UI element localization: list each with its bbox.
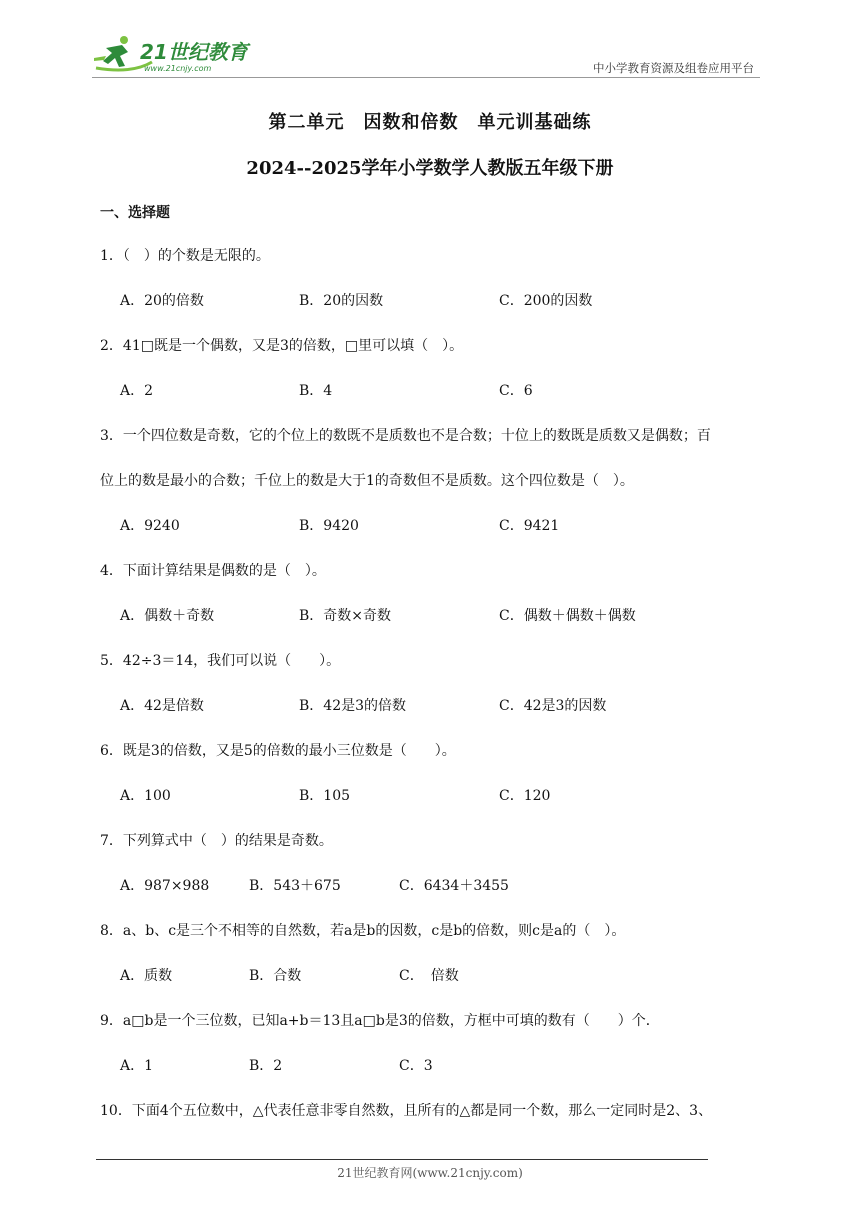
question-text: 10．下面4个五位数中，△代表任意非零自然数，且所有的△都是同一个数，那么一定同时是2、3、 bbox=[100, 1103, 713, 1119]
option-b: B．2 bbox=[249, 1058, 283, 1074]
question-4 bbox=[100, 561, 764, 581]
question-5 bbox=[100, 651, 764, 671]
svg-text:21世纪教育: 21世纪教育 bbox=[140, 40, 248, 64]
option-c: C．42是3的因数 bbox=[499, 698, 607, 714]
option-b: B．105 bbox=[299, 788, 351, 804]
option-c: C．6434＋3455 bbox=[399, 878, 509, 894]
option-a: A．20的倍数 bbox=[120, 293, 204, 309]
option-a: A．1 bbox=[120, 1058, 154, 1074]
option-a: A．2 bbox=[120, 383, 154, 399]
option-c: C．9421 bbox=[499, 518, 560, 534]
page-header bbox=[92, 32, 760, 78]
question-text: 8．a、b、c是三个不相等的自然数，若a是b的因数，c是b的倍数，则c是a的（ ）。 bbox=[100, 923, 626, 939]
question-text: 1．（ ）的个数是无限的。 bbox=[100, 248, 270, 264]
option-a: A．42是倍数 bbox=[120, 698, 204, 714]
option-a: A．9240 bbox=[120, 518, 180, 534]
svg-text:www.21cnjy.com: www.21cnjy.com bbox=[144, 64, 212, 73]
option-c: C．3 bbox=[399, 1058, 433, 1074]
question-text: 7．下列算式中（ ）的结果是奇数。 bbox=[100, 833, 333, 849]
question-text: 9．a□b是一个三位数，已知a+b＝13且a□b是3的倍数，方框中可填的数有（ ）个． bbox=[100, 1013, 660, 1029]
question-text: 6．既是3的倍数，又是5的倍数的最小三位数是（ ）。 bbox=[100, 743, 456, 759]
question-1 bbox=[100, 246, 764, 266]
question-text: 3．一个四位数是奇数，它的个位上的数既不是质数也不是合数；十位上的数既是质数又是偶数；百 bbox=[100, 428, 711, 444]
question-text: 4．下面计算结果是偶数的是（ ）。 bbox=[100, 563, 326, 579]
21cnjy-logo bbox=[92, 34, 262, 74]
question-8 bbox=[100, 921, 764, 941]
footer-divider bbox=[96, 1159, 708, 1160]
option-b: B．9420 bbox=[299, 518, 359, 534]
question-text: 2．41□既是一个偶数，又是3的倍数，□里可以填（ ）。 bbox=[100, 338, 464, 354]
option-b: B．42是3的倍数 bbox=[299, 698, 407, 714]
question-text: 5．42÷3＝14，我们可以说（ ）。 bbox=[100, 653, 341, 669]
page-title: 第二单元 因数和倍数 单元训基础练 bbox=[268, 112, 592, 133]
section-heading: 一、选择题 bbox=[100, 205, 170, 221]
option-c: C．120 bbox=[499, 788, 551, 804]
question-9 bbox=[100, 1011, 764, 1031]
platform-name: 中小学教育资源及组卷应用平台 bbox=[593, 61, 754, 75]
question-text-continued: 位上的数是最小的合数；千位上的数是大于1的奇数但不是质数。这个四位数是（ ）。 bbox=[100, 473, 634, 489]
option-b: B．543＋675 bbox=[249, 878, 341, 894]
option-a: A．100 bbox=[120, 788, 171, 804]
option-b: B．4 bbox=[299, 383, 333, 399]
question-2 bbox=[100, 336, 764, 356]
option-c: C．偶数＋偶数＋偶数 bbox=[499, 608, 636, 624]
option-a: A．偶数＋奇数 bbox=[120, 608, 215, 624]
option-b: B．20的因数 bbox=[299, 293, 384, 309]
option-c: C．6 bbox=[499, 383, 533, 399]
option-b: B．合数 bbox=[249, 968, 302, 984]
question-3 bbox=[100, 426, 764, 489]
page-subtitle: 2024--2025学年小学数学人教版五年级下册 bbox=[246, 158, 614, 179]
question-6 bbox=[100, 741, 764, 761]
option-a: A．987×988 bbox=[120, 878, 210, 894]
question-10 bbox=[100, 1101, 764, 1121]
option-b: B．奇数×奇数 bbox=[299, 608, 392, 624]
option-c: C． 倍数 bbox=[399, 968, 459, 984]
option-a: A．质数 bbox=[120, 968, 173, 984]
option-c: C．200的因数 bbox=[499, 293, 593, 309]
header-divider bbox=[92, 77, 760, 78]
question-7 bbox=[100, 831, 764, 851]
page-footer: 21世纪教育网(www.21cnjy.com) bbox=[337, 1166, 523, 1180]
